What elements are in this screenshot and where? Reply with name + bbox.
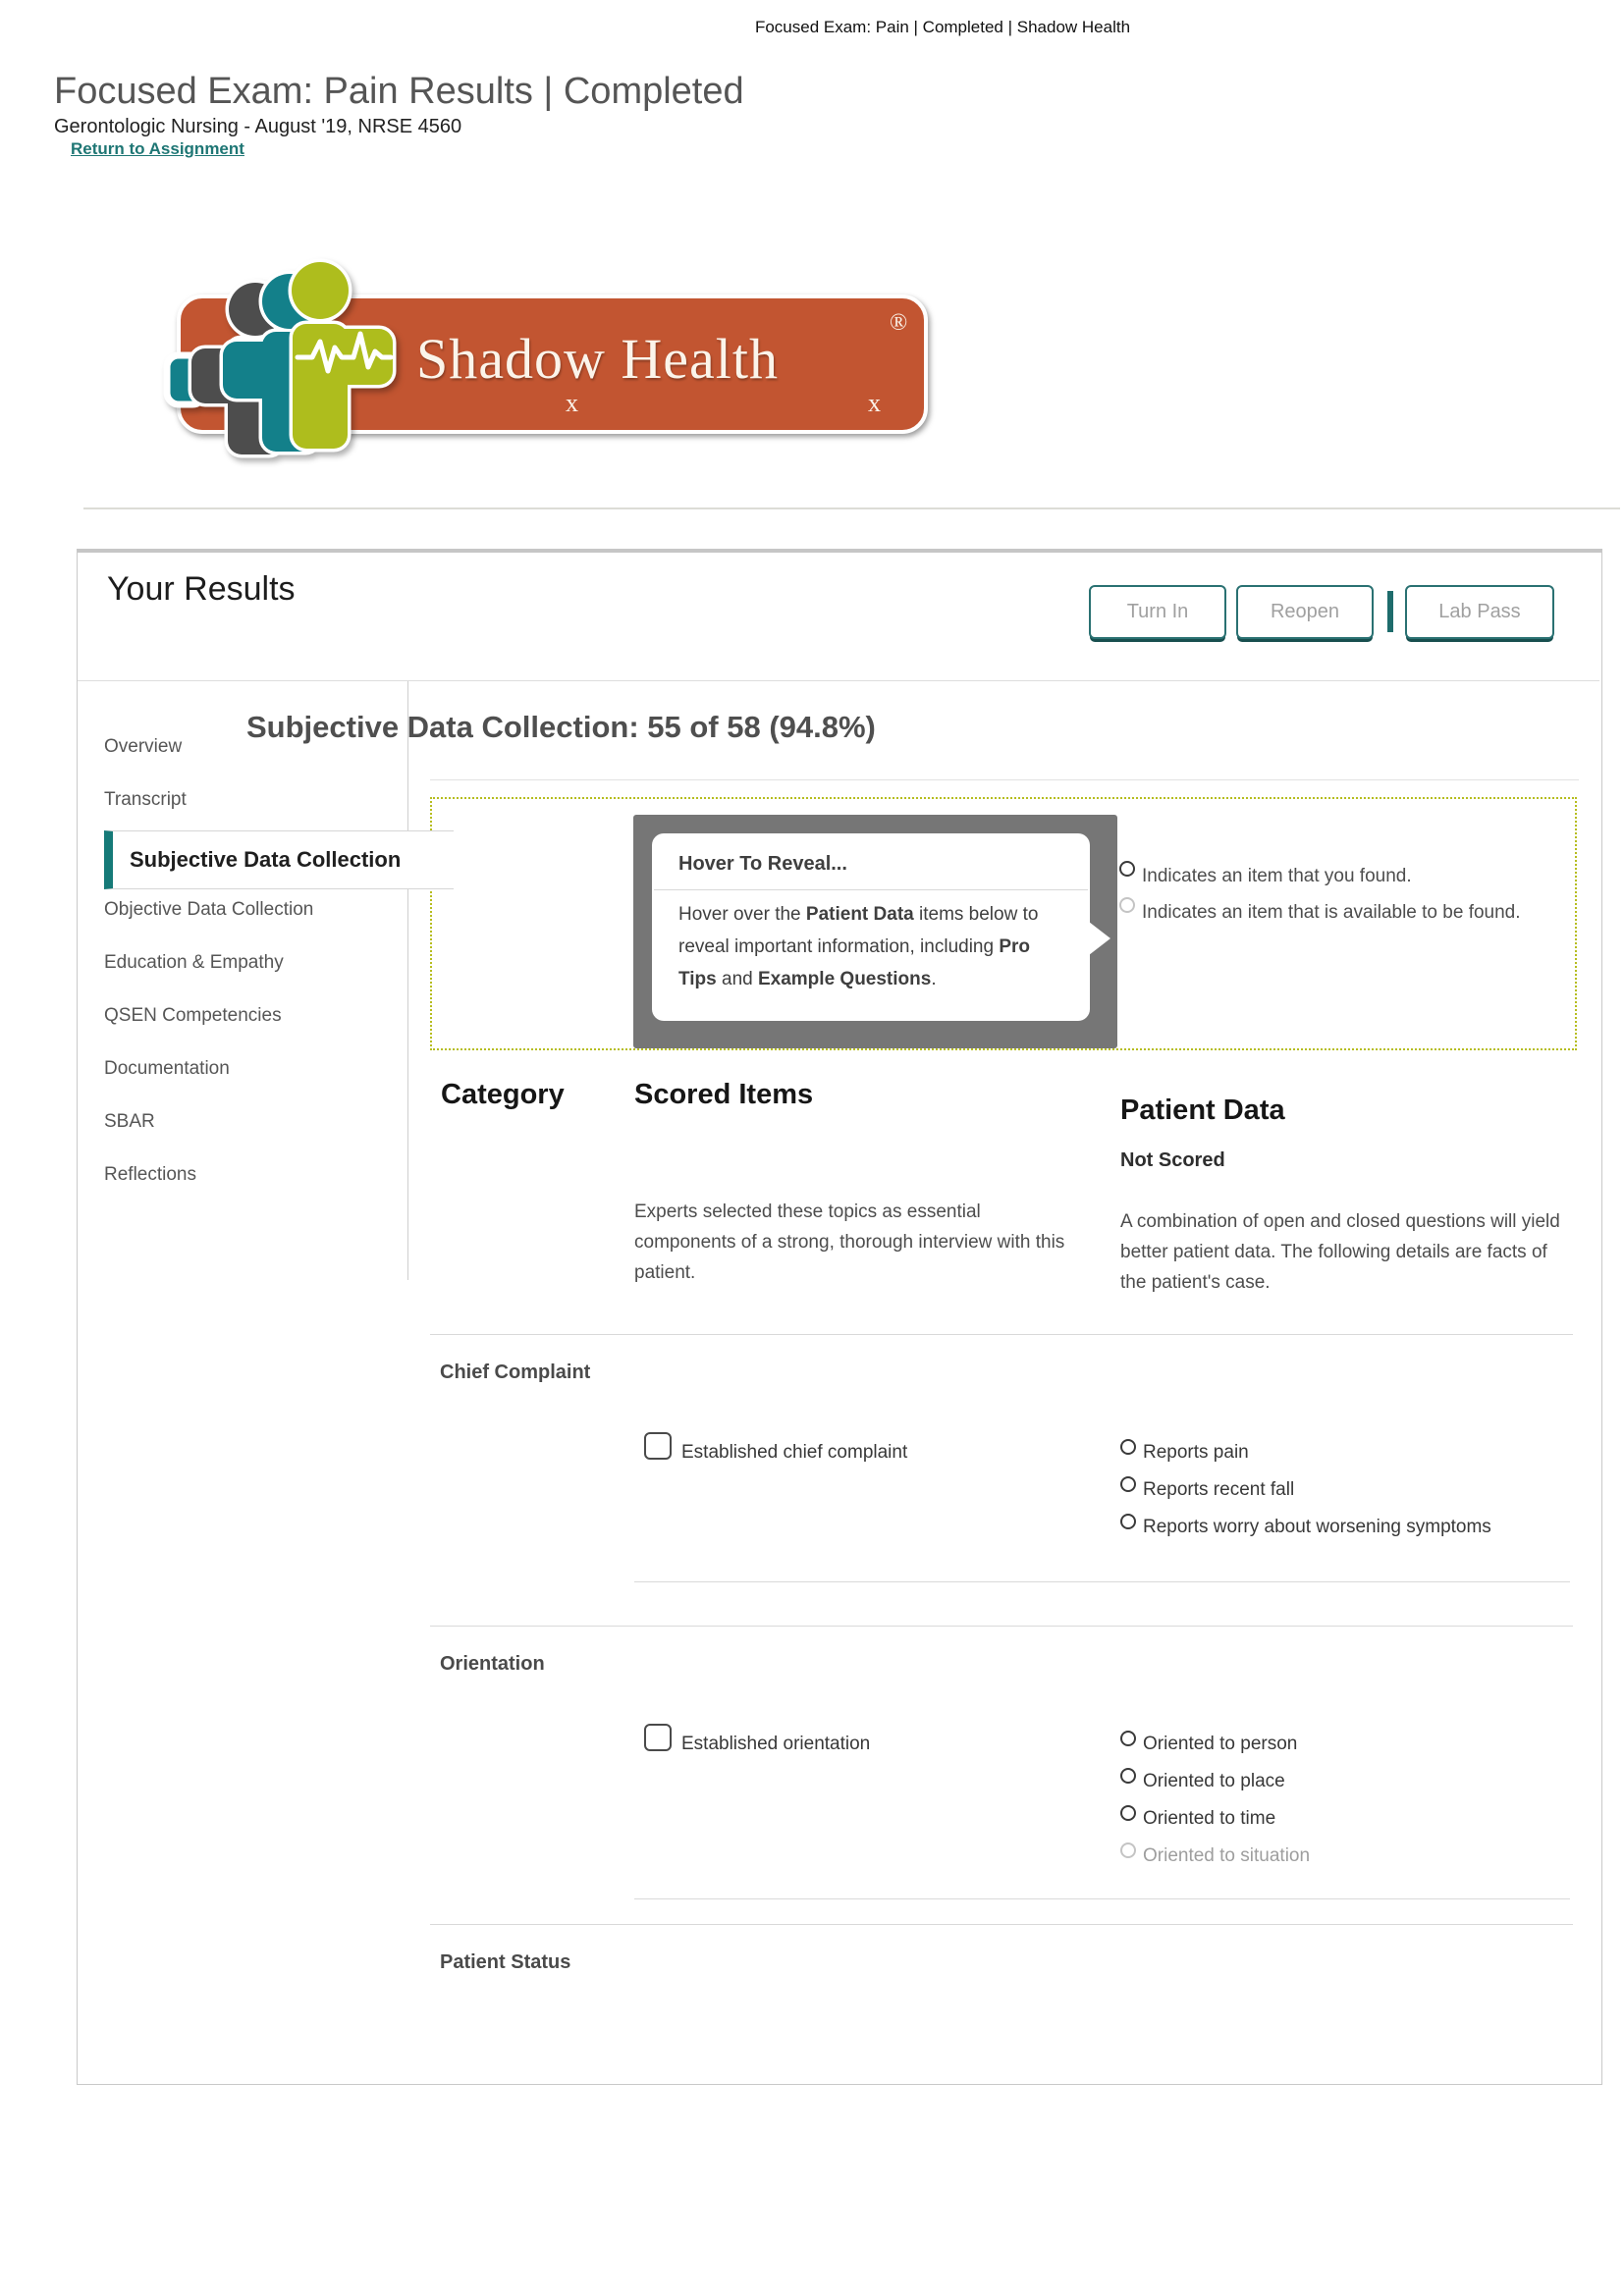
patient-data-description: A combination of open and closed questions will yield better patient data. The following details are facts of the patient's case. <box>1120 1211 1560 1293</box>
patient-data-item[interactable] <box>1120 1436 1572 1473</box>
section-patient-status <box>430 1924 1579 2012</box>
tooltip-body-emphasis: Pro Tips <box>678 936 1031 989</box>
sidebar-item-transcript[interactable]: Transcript <box>104 789 187 810</box>
sidebar-item-education-empathy[interactable]: Education & Empathy <box>104 952 284 973</box>
tooltip-body-text: . <box>931 969 937 989</box>
patient-data-label: Reports worry about worsening symptoms <box>1143 1517 1491 1537</box>
found-indicator-icon <box>1120 1514 1136 1529</box>
sidebar-content-divider <box>407 681 408 1280</box>
sidebar-item-sbar[interactable]: SBAR <box>104 1111 155 1132</box>
tooltip-divider <box>654 889 1088 890</box>
found-indicator-icon <box>1119 861 1135 877</box>
tooltip-arrow-icon <box>1089 922 1110 955</box>
section-score-heading: Subjective Data Collection: 55 of 58 (94.8%) <box>246 710 876 744</box>
legend-item <box>1119 894 1589 931</box>
logo-brand-text: Shadow Health <box>416 327 779 391</box>
tooltip-body-emphasis: Example Questions <box>757 969 932 989</box>
panel-header-divider <box>78 680 1599 681</box>
found-indicator-icon <box>1120 1731 1136 1746</box>
sidebar-item-reflections[interactable]: Reflections <box>104 1164 196 1185</box>
section-divider <box>430 1334 1573 1335</box>
patient-data-label: Oriented to person <box>1143 1734 1298 1754</box>
section-chief-complaint <box>430 1334 1579 1585</box>
logo-rx-mark: x <box>868 389 881 417</box>
patient-data-item[interactable] <box>1120 1765 1572 1802</box>
patient-data-label: Oriented to time <box>1143 1808 1276 1829</box>
reopen-button[interactable]: Reopen <box>1236 585 1374 639</box>
section-heading: Orientation <box>440 1653 545 1675</box>
logo-registered-mark: ® <box>890 310 908 336</box>
panel-button-group <box>1089 584 1564 639</box>
unfound-indicator-icon <box>1120 1842 1136 1858</box>
logo-rx-mark: x <box>566 389 578 417</box>
sidebar-item-qsen-competencies[interactable]: QSEN Competencies <box>104 1005 282 1026</box>
your-results-title: Your Results <box>107 570 296 608</box>
patient-data-subheading: Not Scored <box>1120 1149 1225 1171</box>
hover-tooltip <box>633 815 1117 1048</box>
patient-data-item[interactable] <box>1120 1728 1572 1765</box>
hover-tooltip-card <box>652 833 1090 1021</box>
section-divider <box>430 1924 1573 1925</box>
turn-in-button[interactable]: Turn In <box>1089 585 1226 639</box>
scored-item-label: Established orientation <box>681 1734 871 1754</box>
return-to-assignment-link[interactable]: Return to Assignment <box>71 139 244 158</box>
row-divider <box>634 1898 1570 1899</box>
tooltip-title: Hover To Reveal... <box>678 853 847 875</box>
patient-data-item[interactable] <box>1120 1840 1572 1877</box>
found-indicator-icon <box>1120 1439 1136 1455</box>
patient-data-label: Oriented to situation <box>1143 1845 1311 1866</box>
section-divider <box>430 1626 1573 1627</box>
lab-pass-button[interactable]: Lab Pass <box>1405 585 1554 639</box>
unfound-indicator-icon <box>1119 897 1135 913</box>
instruction-box <box>430 797 1577 1050</box>
sidebar-item-overview[interactable]: Overview <box>104 736 183 757</box>
scored-item-checkbox-icon <box>644 1432 672 1460</box>
legend-text: Indicates an item that is available to be found. <box>1142 902 1521 923</box>
patient-data-label: Reports recent fall <box>1143 1479 1295 1500</box>
found-indicator-icon <box>1120 1476 1136 1492</box>
patient-data-item[interactable] <box>1120 1511 1572 1548</box>
scored-item-label: Established chief complaint <box>681 1442 908 1463</box>
section-heading: Patient Status <box>440 1951 571 1973</box>
column-header-patient-data: Patient Data <box>1120 1095 1285 1126</box>
heading-divider <box>430 779 1579 780</box>
column-header-category: Category <box>441 1079 565 1110</box>
scored-items-description: Experts selected these topics as essential components of a strong, thorough interview with this patient. <box>634 1201 1065 1283</box>
row-divider <box>634 1581 1570 1582</box>
patient-data-list <box>1120 1728 1572 1877</box>
tooltip-body-text: and <box>716 969 758 989</box>
patient-data-item[interactable] <box>1120 1802 1572 1840</box>
page-divider <box>83 507 1620 509</box>
tooltip-body-emphasis: Patient Data <box>805 904 914 925</box>
found-indicator-icon <box>1120 1805 1136 1821</box>
browser-title: Focused Exam: Pain | Completed | Shadow Health <box>754 18 1131 36</box>
sidebar-item-documentation[interactable]: Documentation <box>104 1058 230 1079</box>
tooltip-body-text: Hover over the <box>678 904 806 925</box>
patient-data-label: Reports pain <box>1143 1442 1249 1463</box>
legend-text: Indicates an item that you found. <box>1142 866 1412 886</box>
sidebar-item-objective-data-collection[interactable]: Objective Data Collection <box>104 899 314 920</box>
patient-data-label: Oriented to place <box>1143 1771 1285 1791</box>
logo-figures-icon <box>145 247 440 478</box>
found-indicator-icon <box>1120 1768 1136 1784</box>
page-title: Focused Exam: Pain Results | Completed <box>54 71 744 112</box>
button-group-divider <box>1387 591 1393 632</box>
tooltip-body <box>678 898 1071 995</box>
scored-item-checkbox-icon <box>644 1724 672 1751</box>
results-panel <box>77 549 1602 2085</box>
tooltip-body-text: items below to reveal important information, including <box>678 904 1039 957</box>
legend-item <box>1119 858 1589 894</box>
course-subtitle: Gerontologic Nursing - August '19, NRSE 4560 <box>54 116 462 137</box>
patient-data-list <box>1120 1436 1572 1548</box>
section-heading: Chief Complaint <box>440 1362 591 1383</box>
sidebar-item-subjective-data-collection[interactable]: Subjective Data Collection <box>104 830 454 889</box>
column-header-scored-items: Scored Items <box>634 1079 814 1110</box>
patient-data-item[interactable] <box>1120 1473 1572 1511</box>
legend <box>1119 858 1589 931</box>
section-orientation <box>430 1626 1579 1902</box>
